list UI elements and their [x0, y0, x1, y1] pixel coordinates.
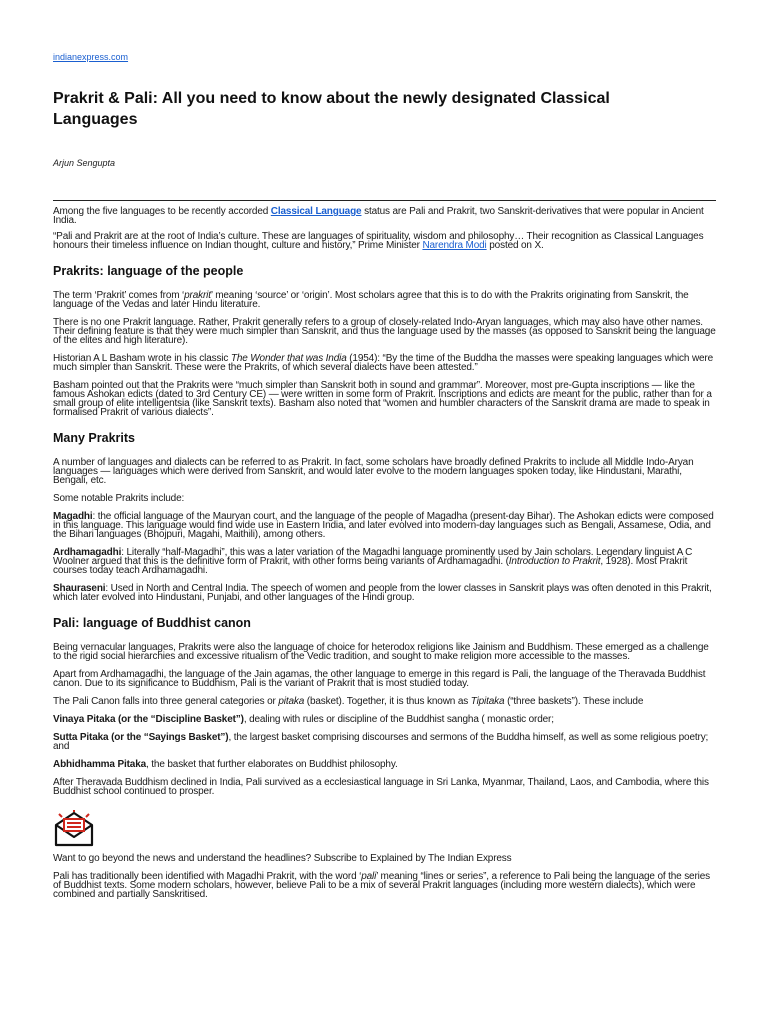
text: status are Pali and Prakrit, two Sanskrit-derivatives that were popular in Ancient India. — [53, 206, 704, 226]
narendra-modi-link[interactable]: Narendra Modi — [422, 240, 487, 251]
text: Pali has traditionally been identified with Magadhi Prakrit, with the word ‘ — [53, 871, 362, 882]
text: prakrit — [184, 290, 211, 301]
section-heading: Prakrits: language of the people — [53, 264, 244, 278]
text: The term ‘Prakrit’ comes from ‘ — [53, 290, 185, 301]
text: “Pali and Prakrit are at the root of India’s culture. These are languages of spirituality, wisdom and philosophy… Their recognition as Classical Languages honours their timeless influence on Indian thought, culture and history,” Prime Minister — [53, 231, 704, 251]
text: posted on X. — [486, 240, 544, 251]
text: (basket). Together, it is thus known as — [304, 696, 471, 707]
term: Shauraseni — [53, 583, 106, 594]
text: , the largest basket comprising discourses and sermons of the Buddha himself, as well as some religious poetry; and — [53, 732, 709, 752]
text: Tipitaka — [470, 696, 505, 707]
paragraph — [53, 697, 716, 706]
paragraph — [53, 548, 716, 575]
text: (“three baskets”). These include — [504, 696, 644, 707]
text: Historian A L Basham wrote in his classic — [53, 353, 231, 364]
paragraph — [53, 291, 716, 309]
paragraph — [53, 872, 716, 899]
term: Vinaya Pitaka (or the “Discipline Basket”) — [53, 714, 244, 725]
list-item — [53, 715, 716, 724]
text: pali — [361, 871, 377, 882]
list-item — [53, 760, 716, 769]
article-body — [53, 207, 716, 908]
paragraph: There is no one Prakrit language. Rather, Prakrit generally refers to a group of closely-related Indo-Aryan languages, which may also have other names. Their defining feature is that they were much simpler than Sanskrit, and thus the language used by the masses (as opposed to Sanskrit being the language of the elites and high literature). — [53, 317, 716, 346]
text: The Wonder that was India — [230, 353, 347, 364]
source-link[interactable]: indianexpress.com — [53, 52, 129, 62]
text: (1954): “By the time of the Buddha the masses were speaking languages which were much simpler than Sanskrit. These were the Prakrits, of which several dialects have been attested.” — [53, 353, 714, 373]
text: , 1928). Most Prakrit courses today teach Ardhamagadhi. — [53, 556, 688, 576]
article-author: Arjun Sengupta — [53, 158, 116, 168]
section-heading: Pali: language of Buddhist canon — [53, 616, 251, 630]
paragraph — [53, 584, 716, 602]
term: Magadhi — [53, 511, 93, 522]
newsletter-envelope-icon — [53, 810, 95, 848]
text: ’ meaning ‘source’ or ‘origin’. Most scholars agree that this is to do with the Prakrits originating from Sanskrit, the language of the Vedas and later Hindu literature. — [53, 290, 689, 310]
text: , dealing with rules or discipline of the Buddhist sangha ( monastic order; — [243, 714, 554, 725]
text: : Used in North and Central India. The speech of women and people from the lower classes in Sanskrit plays was often denoted in this Prakrit, which later evolved into Hindustani, Punjabi, and other languages of the Hindi group. — [53, 583, 712, 603]
text: pitaka — [278, 696, 305, 707]
article-title: Prakrit & Pali: All you need to know about the newly designated Classical Languages — [53, 90, 610, 128]
term: Abhidhamma Pitaka — [53, 759, 147, 770]
section-heading: Many Prakrits — [53, 431, 135, 445]
classical-language-link[interactable]: Classical Language — [270, 206, 362, 217]
paragraph: Apart from Ardhamagadhi, the language of the Jain agamas, the other language to emerge in this regard is Pali, the language of the Theravada Buddhist canon. Due to its significance to Buddhism, Pali is the variant of Prakrit that is most studied today. — [53, 669, 706, 689]
paragraph — [53, 512, 716, 539]
paragraph: Some notable Prakrits include: — [53, 493, 185, 504]
paragraph: A number of languages and dialects can be referred to as Prakrit. In fact, some scholars have broadly defined Prakrits to include all Middle Indo-Aryan languages — languages which were derived from Sanskrit, and would later evolve to the modern languages spoken today, like Hindustani, Marathi, Bengali, etc. — [53, 457, 694, 486]
paragraph — [53, 232, 716, 250]
subscribe-promo[interactable]: Want to go beyond the news and understand the headlines? Subscribe to Explained by The Indian Express — [53, 853, 512, 864]
text: : Literally “half-Magadhi”, this was a later variation of the Magadhi language prominently used by Jain scholars. Legendary linguist A C Woolner argued that this is the definitive form of Prakrit, with other forms being variants of Ardhamagadhi. ( — [53, 547, 693, 567]
text: Introduction to Prakrit — [508, 556, 601, 567]
term: Ardhamagadhi — [53, 547, 122, 558]
text: : the official language of the Mauryan court, and the language of the people of Magadha (present-day Bihar). The Ashokan edicts were composed in this language. This language would find wide use in Eastern India, and later evolved into modern-day languages such as Bengali, Assamese, Odia, and the Bihari languages (Bhojpuri, Magahi, Maithili), among others. — [53, 511, 714, 540]
list-item — [53, 733, 716, 751]
paragraph — [53, 354, 716, 372]
text: Among the five languages to be recently accorded — [53, 206, 271, 217]
paragraph: Being vernacular languages, Prakrits were also the language of choice for heterodox religions like Jainism and Buddhism. These emerged as a challenge to the rigid social hierarchies and excessive ritualism of the Vedic tradition, and sought to make religion more accessible to the masses. — [53, 642, 709, 662]
term: Sutta Pitaka (or the “Sayings Basket”) — [53, 732, 229, 743]
paragraph: After Theravada Buddhism declined in India, Pali survived as a ecclesiastical language in Sri Lanka, Myanmar, Thailand, Laos, and Cambodia, where this Buddhist school continued to prosper. — [53, 777, 709, 797]
text: ’ meaning “lines or series”, a reference to Pali being the language of the series of Buddhist texts. Some modern scholars, however, believe Pali to be a mix of several Prakrit languages (including more western dialects), which were combined and partially Sanskritised. — [53, 871, 710, 900]
divider — [53, 200, 716, 201]
paragraph — [53, 207, 716, 225]
text: , the basket that further elaborates on Buddhist philosophy. — [146, 759, 398, 770]
paragraph: Basham pointed out that the Prakrits were “much simpler than Sanskrit both in sound and grammar”. Moreover, most pre-Gupta inscriptions — like the famous Ashokan edicts (dated to 3rd Century CE) — were written in some form of Prakrit. Inscriptions and edicts are meant for the public, rather than for a small group of elite intelligentsia (like Sanskrit texts). Basham also noted that “women and humbler characters of the Sanskrit drama are made to speak in formalised Prakrit of various dialects”. — [53, 380, 712, 418]
text: The Pali Canon falls into three general categories or — [53, 696, 279, 707]
